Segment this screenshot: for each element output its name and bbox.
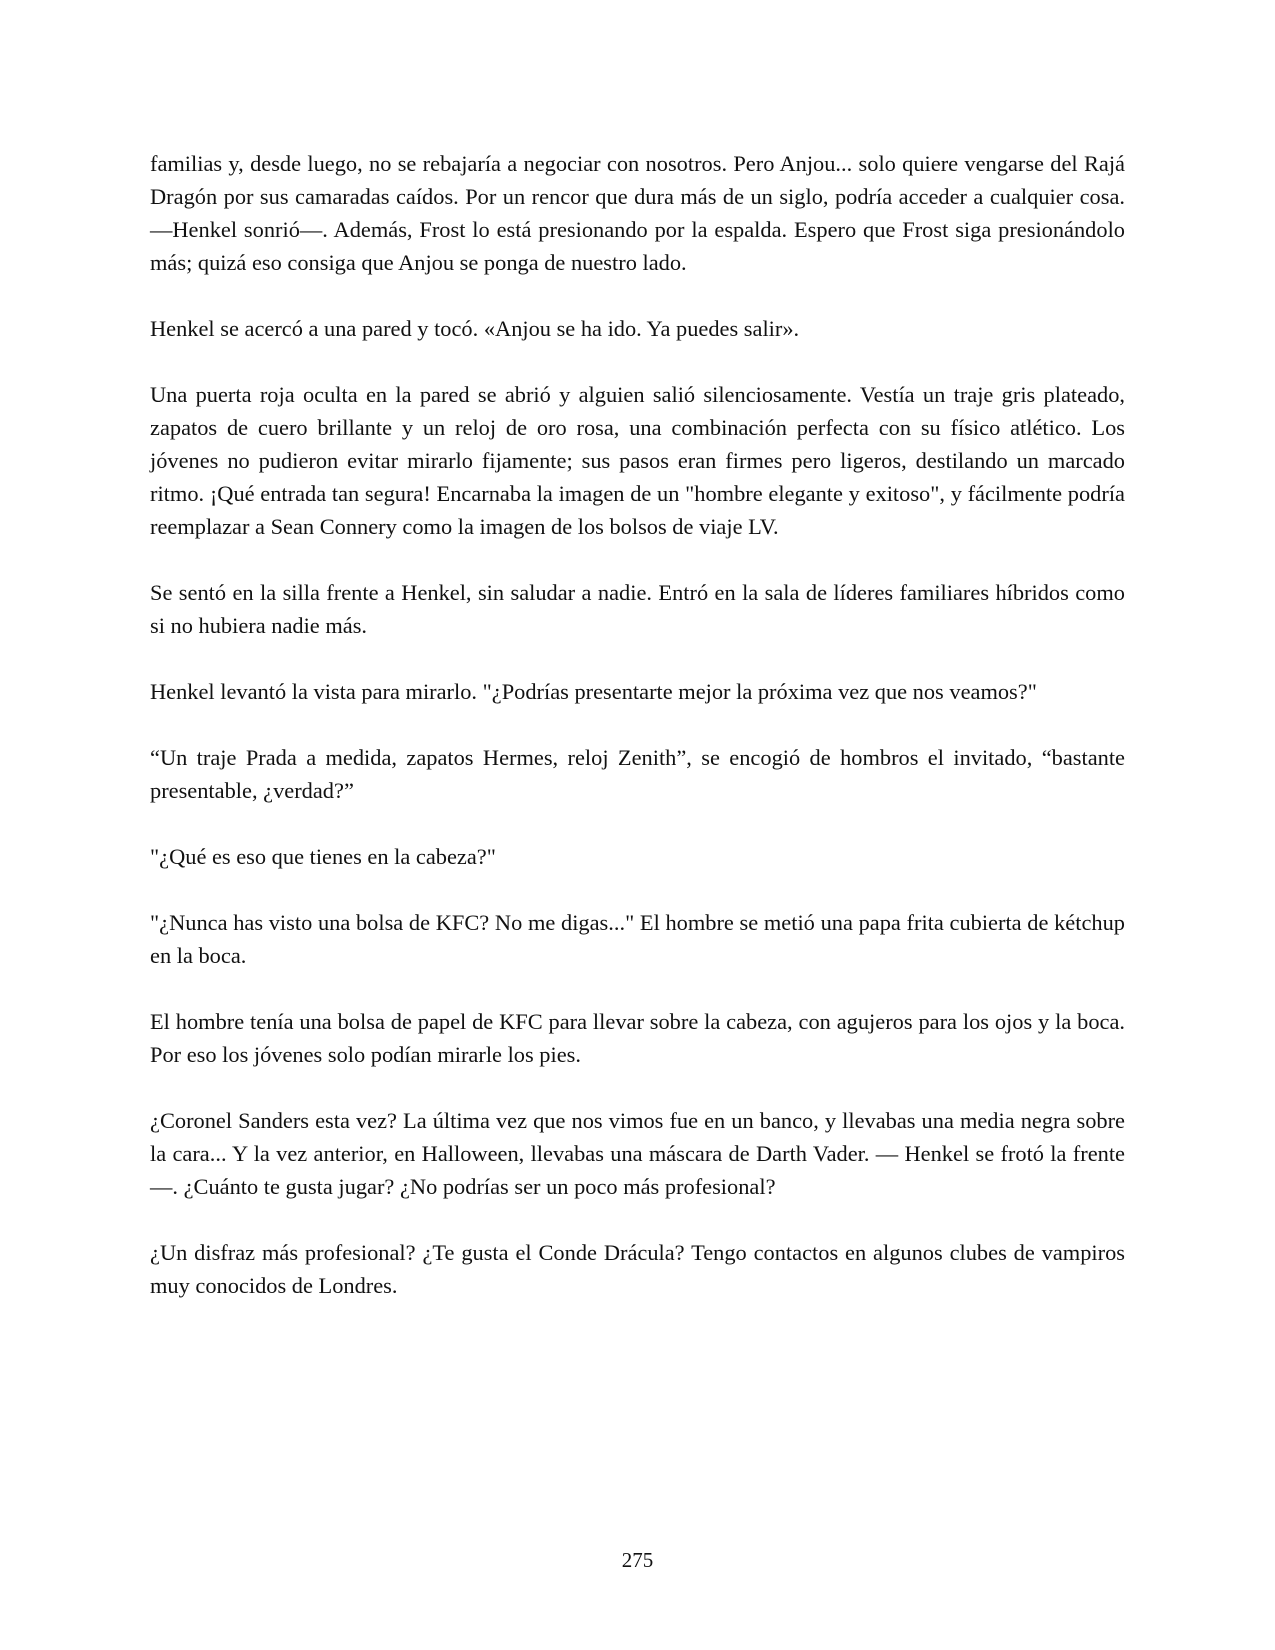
paragraph: Una puerta roja oculta en la pared se abrió y alguien salió silenciosamente. Vestía un traje gris plateado, zapatos de cuero brillante y un reloj de oro rosa, una combinación perfecta con su físico atlético. Los jóvenes no pudieron evitar mirarlo fijamente; sus pasos eran firmes pero ligeros, destilando un marcado ritmo. ¡Qué entrada tan segura! Encarnaba la imagen de un "hombre elegante y exitoso", y fácilmente podría reemplazar a Sean Connery como la imagen de los bolsos de viaje LV.: [150, 382, 1125, 539]
paragraph: ¿Un disfraz más profesional? ¿Te gusta el Conde Drácula? Tengo contactos en algunos clubes de vampiros muy conocidos de Londres.: [150, 1240, 1125, 1298]
page-body: [150, 147, 1125, 1335]
paragraph: ¿Coronel Sanders esta vez? La última vez que nos vimos fue en un banco, y llevabas una media negra sobre la cara... Y la vez anterior, en Halloween, llevabas una máscara de Darth Vader. — Henkel se frotó la frente—. ¿Cuánto te gusta jugar? ¿No podrías ser un poco más profesional?: [150, 1108, 1125, 1199]
paragraph: El hombre tenía una bolsa de papel de KFC para llevar sobre la cabeza, con agujeros para los ojos y la boca. Por eso los jóvenes solo podían mirarle los pies.: [150, 1009, 1125, 1067]
paragraph: familias y, desde luego, no se rebajaría a negociar con nosotros. Pero Anjou... solo quiere vengarse del Rajá Dragón por sus camaradas caídos. Por un rencor que dura más de un siglo, podría acceder a cualquier cosa. —Henkel sonrió—. Además, Frost lo está presionando por la espalda. Espero que Frost siga presionándolo más; quizá eso consiga que Anjou se ponga de nuestro lado.: [150, 151, 1125, 275]
page-number: 275: [621, 1548, 654, 1572]
paragraph: Henkel levantó la vista para mirarlo. "¿Podrías presentarte mejor la próxima vez que nos veamos?": [150, 679, 1037, 704]
paragraph: "¿Nunca has visto una bolsa de KFC? No me digas..." El hombre se metió una papa frita cubierta de kétchup en la boca.: [150, 910, 1125, 968]
paragraph: Henkel se acercó a una pared y tocó. «Anjou se ha ido. Ya puedes salir».: [150, 316, 800, 341]
paragraph: “Un traje Prada a medida, zapatos Hermes, reloj Zenith”, se encogió de hombros el invitado, “bastante presentable, ¿verdad?”: [150, 745, 1125, 803]
paragraph: Se sentó en la silla frente a Henkel, sin saludar a nadie. Entró en la sala de líderes familiares híbridos como si no hubiera nadie más.: [150, 580, 1125, 638]
paragraph: "¿Qué es eso que tienes en la cabeza?": [150, 844, 496, 869]
